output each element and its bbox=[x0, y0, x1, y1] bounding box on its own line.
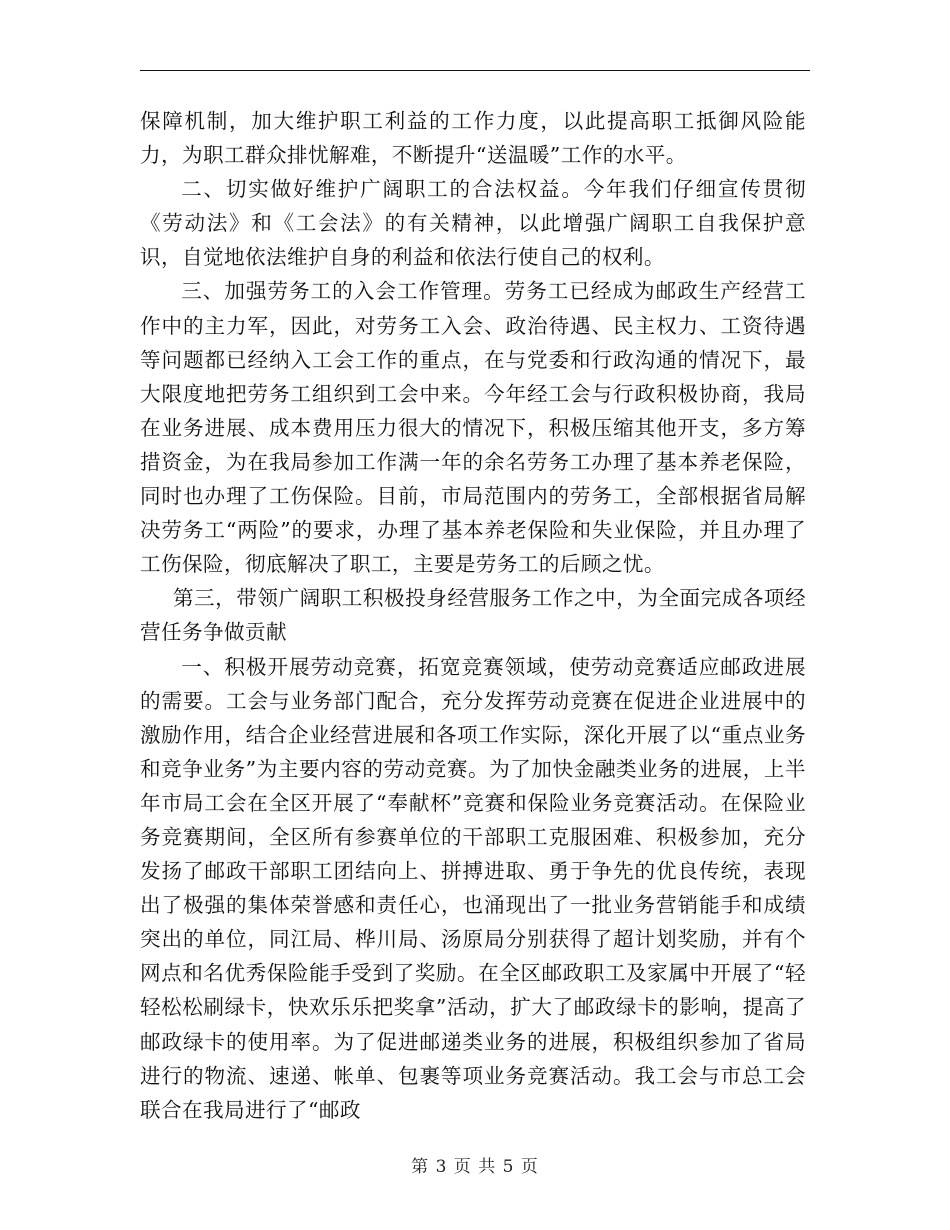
page-footer bbox=[0, 1152, 950, 1177]
paragraph-rights: 二、切实做好维护广阔职工的合法权益。今年我们仔细宣传贯彻《劳动法》和《工会法》的有关精神，以此增强广阔职工自我保护意识，自觉地依法维护自身的利益和依法行使自己的权利。 bbox=[140, 177, 806, 270]
section-heading: 第三，带领广阔职工积极投身经营服务工作之中，为全面完成各项经营任务争做贡献 bbox=[140, 586, 806, 645]
header-rule bbox=[140, 70, 810, 71]
paragraph-labor-membership: 三、加强劳务工的入会工作管理。劳务工已经成为邮政生产经营工作中的主力军，因此，对劳务工入会、政治待遇、民主权力、工资待遇等问题都已经纳入工会工作的重点，在与党委和行政沟通的情况下，最大限度地把劳务工组织到工会中来。今年经工会与行政积极协商，我局在业务进展、成本费用压力很大的情况下，积极压缩其他开支，多方筹措资金，为在我局参加工作满一年的余名劳务工办理了基本养老保险，同时也办理了工伤保险。目前，市局范围内的劳务工，全部根据省局解决劳务工“两险”的要求，办理了基本养老保险和失业保险，并且办理了工伤保险，彻底解决了职工，主要是劳务工的后顾之忧。 bbox=[140, 279, 806, 577]
paragraph-continuation: 保障机制，加大维护职工利益的工作力度，以此提高职工抵御风险能力，为职工群众排忧解难，不断提升“送温暖”工作的水平。 bbox=[140, 109, 806, 168]
document-body bbox=[140, 104, 806, 1127]
paragraph-labor-competition: 一、积极开展劳动竞赛，拓宽竞赛领域，使劳动竞赛适应邮政进展的需要。工会与业务部门配合，充分发挥劳动竞赛在促进企业进展中的激励作用，结合企业经营进展和各项工作实际，深化开展了以“重点业务和竞争业务”为主要内容的劳动竞赛。为了加快金融类业务的进展，上半年市局工会在全区开展了“奉献杯”竞赛和保险业务竞赛活动。在保险业务竞赛期间，全区所有参赛单位的干部职工克服困难、积极参加，充分发扬了邮政干部职工团结向上、拼搏进取、勇于争先的优良传统，表现出了极强的集体荣誉感和责任心，也涌现出了一批业务营销能手和成绩突出的单位，同江局、桦川局、汤原局分别获得了超计划奖励，并有个网点和名优秀保险能手受到了奖励。在全区邮政职工及家属中开展了“轻轻松松刷绿卡，快欢乐乐把奖拿”活动，扩大了邮政绿卡的影响，提高了邮政绿卡的使用率。为了促进邮递类业务的进展，积极组织参加了省局进行的物流、速递、帐单、包裹等项业务竞赛活动。我工会与市总工会联合在我局进行了“邮政 bbox=[140, 654, 806, 1122]
page-number: 第 3 页 共 5 页 bbox=[411, 1157, 539, 1177]
